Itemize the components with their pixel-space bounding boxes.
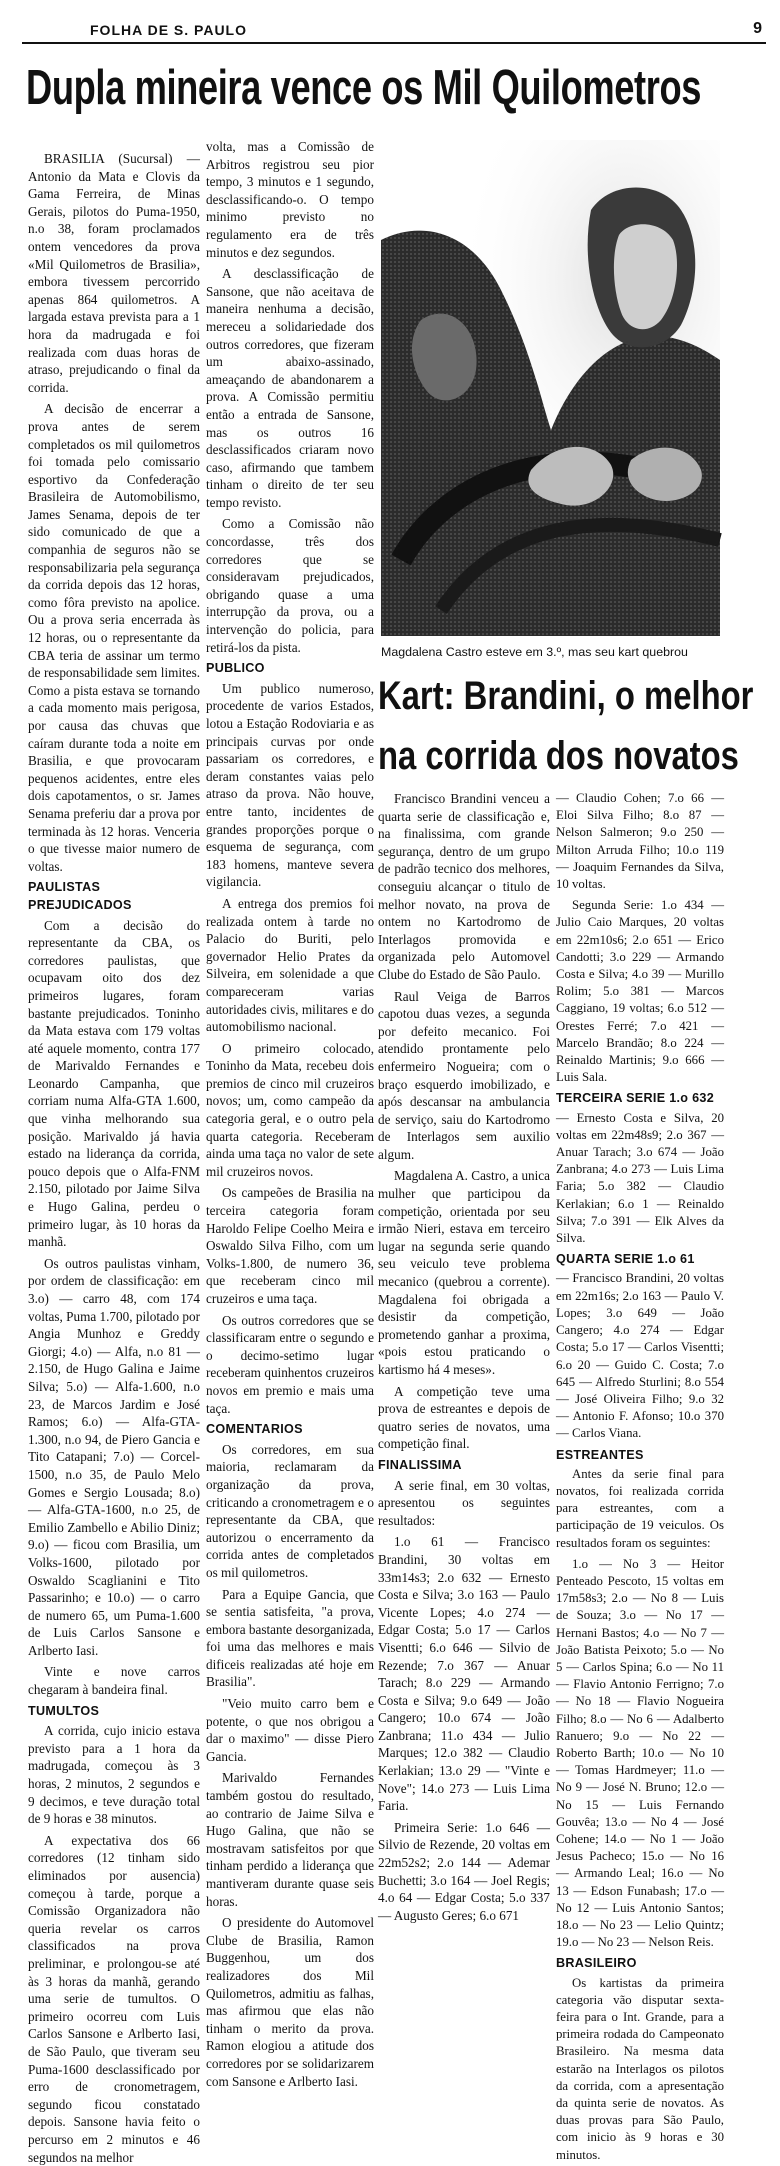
article-column-4 [556, 790, 724, 2162]
section-subhead: TERCEIRA SERIE 1.o 632 [556, 1091, 715, 1106]
paragraph: 1.o 61 — Francisco Brandini, 30 voltas em 33m14s3; 2.o 632 — Ernesto Costa e Silva; 3.o 163 — Paulo Vicente Lopes; 4.o 274 — Edgar Costa; 5.o 17 — Carlos Visentti; 6.o 646 — Silvio de Rezende; 7.o 367 — Anuar Tarach; 8.o 229 — Armando Costa e Silva; 9.o 649 — João Cangero; 10.o 674 — João Zanbrana; 11.o 434 — Julio Marques; 12.o 382 — Claudio Kerlakian; 13.o 29 — "Vinte e Nove"; 14.o 273 — Luis Lima Faria. [378, 1534, 550, 1814]
section-subhead: COMENTARIOS [206, 1422, 303, 1437]
section-subhead: PUBLICO [206, 661, 265, 676]
photo-halftone [381, 140, 720, 636]
paragraph: Segunda Serie: 1.o 434 — Julio Caio Marques, 20 voltas em 22m10s6; 2.o 651 — Erico Candotti; 3.o 229 — Armando Costa e Silva; 4.o 39 — Murillo Rolim; 5.o 381 — Marcos Caggiano, 19 voltas; 6.o 512 — Orestes Ferré; 7.o 421 — Marcelo Brandão; 8.o 224 — Reinaldo Martinis; 9.o 666 — Luis Sala. [556, 898, 724, 1085]
section-subhead: FINALISSIMA [378, 1457, 462, 1472]
section-subhead: ESTREANTES [556, 1447, 644, 1462]
paragraph: A competição teve uma prova de estreantes e depois de quatro series de novatos, uma competição final. [378, 1383, 550, 1452]
paragraph: Um publico numeroso, procedente de varios Estados, lotou a Estação Rodoviaria e as principais curvas por onde passariam os corredores, e deram constantes vaias pelo atraso da prova. Não houve, entre tanto, incidentes de grandes proporções porque o esquema de segurança, com 183 homens, manteve severa vigilancia. [206, 680, 374, 890]
paragraph: Para a Equipe Gancia, que se sentia satisfeita, "a prova, embora bastante desorganizada, foi uma das melhores e mais dificeis realizadas até hoje em Brasilia". [206, 1586, 374, 1690]
main-headline: Dupla mineira vence os Mil Quilometros [26, 61, 702, 115]
article-column-2 [206, 138, 374, 2089]
paragraph: — Claudio Cohen; 7.o 66 — Eloi Silva Filho; 8.o 87 — Nelson Salmeron; 9.o 250 — Milton Arruda Filho; 10.o 119 — Joaquim Fernandes da Silva, 10 voltas. [556, 791, 724, 892]
article-column-1 [28, 150, 200, 2165]
paragraph: A decisão de encerrar a prova antes de serem completados os mil quilometros foi tomada pelo comissario esportivo da Confederação Brasileira de Automobilismo, James Senama, depois de ter sido comunicado de que a companhia de seguros não se responsabilizaria pela segurança da corrida depois das 12 horas, como fôra previsto na apolice. Ou a prova seria encerrada às 12 horas, ou o representante da CBA teria de assinar um termo de responsabilidade sem limites. Como a pista estava se tornando a cada momento mais perigosa, por causa das chuvas que caíram durante toda a noite em Brasilia, e que provocaram pequenos acidentes, entre eles dois capotamentos, o sr. James Senama preferiu dar a prova por terminada às 12 horas. Venceria o que tivesse maior numero de voltas. [28, 401, 200, 874]
paragraph: Os outros paulistas vinham, por ordem de classificação: em 3.o) — carro 48, com 174 voltas, Puma 1.700, pilotado por Angia Munhoz e Greddy Giorgi; 4.o) — Alfa, n.o 81 — 2.150, de Hugo Galina e Jaime Silva; 5.o) — Alfa-1.600, n.o 23, de Marcos Jardim e José Ramos; 6.o) — Alfa-GTA-1.300, n.o 94, de Piero Gancia e Tito Catapani; 7.o) — Corcel-1500, n.o 35, de Paulo Melo Gomes e Sergio Lousada; 8.o) — Alfa-GTA-1600, n.o 25, de Emilio Zambello e Abilio Diniz; 9.o) — ficou com Brasilia, um Volks-1600, pilotado por Oswaldo Scaglianini e Tito Passarinho; e 10.o) — o carro de numero 65, um Puma-1.600 de Luis Carlos Sansone e Arlberto Iasi. [28, 1255, 200, 1658]
paragraph: Com a decisão do representante da CBA, os corredores paulistas, que ocupavam oito dos dez primeiros lugares, foram bastante prejudicados. Toninho da Mata estava com 179 voltas até aquele momento, contra 177 de Marivaldo Fernandes e Leonardo Campanha, que corriam numa Alfa-GTA 1.600, que vinha melhorando sua posição. Marivaldo já havia estado na liderança da corrida, pouco depois que o Alfa-FNM 2.150, pilotado por Jaime Silva e Hugo Galina, perdeu o primeiro lugar, às 10 horas da manhã. [28, 917, 200, 1250]
paragraph: Os campeões de Brasilia na terceira categoria foram Haroldo Felipe Coelho Meira e Oswaldo Silva Filho, com um Volks-1.800, de numero 36, que receberam cinco mil cruzeiros e uma taça. [206, 1185, 374, 1306]
paragraph: Os kartistas da primeira categoria vão disputar sexta-feira para o Int. Grande, para a primeira rodada do Campeonato Brasileiro. Na mesma data estarão na Interlagos os pilotos da corrida, com a apresentação da quinta serie de novatos. As duas provas para São Paulo, com inicio às 9 horas e 30 minutos. [556, 1975, 724, 2162]
paragraph: Raul Veiga de Barros capotou duas vezes, a segunda por defeito mecanico. Foi atendido prontamente pelo enfermeiro Nogueira; com o braço esquerdo imobilizado, e após descansar na ambulancia de serviço, saiu do Kartodromo de Interlagos sem auxilio algum. [378, 988, 550, 1162]
paragraph: — Francisco Brandini, 20 voltas em 22m16s; 2.o 163 — Paulo V. Lopes; 3.o 649 — João Cangero; 4.o 274 — Edgar Costa; 5.o 17 — Carlos Visentti; 6.o 20 — Guido C. Costa; 7.o 645 — Alfredo Sturlini; 8.o 554 — José Oliveira Filho; 9.o 32 — Antonio F. Afonso; 10.o 370 — Carlos Viana. [556, 1271, 724, 1441]
paragraph: O primeiro colocado, Toninho da Mata, recebeu dois premios de cinco mil cruzeiros novos; um, como campeão da categoria geral, e o outro pela quarta categoria. Receberam ainda uma taça no valor de sete mil cruzeiros novos. [206, 1040, 374, 1179]
paragraph: A corrida, cujo inicio estava previsto para a 1 hora da madrugada, começou às 3 horas, 2 minutos, 2 segundos e 9 decimos, e teve duração total de 9 horas e 38 minutos. [28, 1723, 200, 1827]
paragraph: A entrega dos premios foi realizada ontem à tarde no Palacio do Buriti, pelo governador Helio Prates da Silveira, em solenidade a que compareceram varias autoridades civis, militares e do automobilismo nacional. [206, 895, 374, 1035]
kart-headline-line-2: na corrida dos novatos [378, 734, 739, 778]
paragraph: Francisco Brandini venceu a quarta serie de classificação e, na finalissima, com grande segurança, dentro de um grupo de padrão tecnico dos melhores, conseguiu alcançar o titulo de melhor novato, na prova de ontem no Kartodromo de Interlagos promovida e organizada pelo Automovel Clube do Estado de São Paulo. [378, 791, 550, 982]
paragraph: "Veio muito carro bem e potente, o que nos obrigou a dar o maximo" — disse Piero Gancia. [206, 1696, 374, 1764]
kart-driver-photo [381, 140, 720, 636]
paragraph: A serie final, em 30 voltas, apresentou os seguintes resultados: [378, 1477, 550, 1528]
photo-caption: Magdalena Castro esteve em 3.º, mas seu kart quebrou [381, 645, 688, 659]
article-column-3 [378, 790, 551, 1923]
page-number: 9 [753, 20, 762, 37]
paragraph: Os corredores, em sua maioria, reclamaram da organização da prova, criticando a cronometragem e o representante da CBA, que autorizou o encerramento da corrida antes de completados os mil quilometros. [206, 1441, 374, 1580]
masthead [22, 18, 766, 44]
paragraph: Antes da serie final para novatos, foi realizada corrida para estreantes, com a participação de 19 veiculos. Os resultados foram os seguintes: [556, 1466, 724, 1550]
paragraph: Marivaldo Fernandes também gostou do resultado, ao contrario de Jaime Silva e Hugo Galina, que não se mostravam satisfeitos por que tinham perdido a liderança que mantiveram durante quase seis horas. [206, 1770, 374, 1909]
paragraph: BRASILIA (Sucursal) — Antonio da Mata e Clovis da Gama Ferreira, de Minas Gerais, pilotos do Puma-1950, n.o 38, foram proclamados ontem vencedores da prova «Mil Quilometros de Brasilia», embora tivessem percorrido apenas 864 quilometros. A largada estava prevista para a 1 hora da madrugada e foi realizada com duas horas de atraso, prejudicando o final da corrida. [28, 151, 200, 395]
paragraph: 1.o — No 3 — Heitor Penteado Pescoto, 15 voltas em 17m58s3; 2.o — No 8 — Luis de Souza; 3.o — No 17 — Hernani Bastos; 4.o — No 7 — João Batista Peixoto; 5.o — No 5 — Carlos Spina; 6.o — No 11 — Flavio Antonio Ferrigno; 7.o — No 18 — Flavio Nogueira Filho; 8.o — No 6 — Adalberto Ranuero; 9.o — No 22 — Roberto Barth; 10.o — No 10 — Tomas Hardmeyer; 11.o — No 9 — José N. Bruno; 12.o — No 15 — Luis Fernando Gouvêa; 13.o — No 4 — José Cohene; 14.o — No 1 — João Jesus Pacheco; 15.o — No 16 — Armando Leal; 16.o — No 13 — Edson Funabash; 17.o — No 12 — Luis Antonio Santos; 18.o — No 23 — Lelio Quintz; 19.o — No 23 — Nelson Reis. [556, 1556, 724, 1950]
paragraph: — Ernesto Costa e Silva, 20 voltas em 22m48s9; 2.o 367 — Anuar Tarach; 3.o 674 — João Zanbrana; 4.o 273 — Luis Lima Faria; 5.o 382 — Claudio Kerlakian; 6.o 1 — Reinaldo Silva; 7.o 391 — Elk Alves da Silva. [556, 1110, 724, 1246]
section-subhead: BRASILEIRO [556, 1956, 637, 1971]
paragraph: Os outros corredores que se classificaram entre o segundo e o decimo-setimo lugar receberam quinhentos cruzeiros novos em premio e mais uma taça. [206, 1312, 374, 1416]
newspaper-name: FOLHA DE S. PAULO [90, 22, 247, 38]
paragraph: volta, mas a Comissão de Arbitros registrou seu pior tempo, 3 minutos e 1 segundo, desclassificando-o. O tempo minimo previsto no regulamento era de três minutos e dez segundos. [206, 139, 374, 260]
section-subhead: PAULISTAS PREJUDICADOS [28, 880, 132, 912]
kart-headline [378, 666, 754, 786]
paragraph: Como a Comissão não concordasse, três dos corredores que se consideravam prejudicados, obrigando quase a uma interrupção da prova, ou a intervenção do policia, para retirá-los da pista. [206, 516, 374, 655]
paragraph: A desclassificação de Sansone, que não aceitava de maneira nenhuma a decisão, mereceu a solidariedade dos outros corredores, que fizeram um abaixo-assinado, ameaçando de abandonarem a prova. A Comissão permitiu então a entrada de Sansone, mas os outros 16 desclassificados criaram novo caso, afirmando que tambem tinham o direito de ter seu tempo revisto. [206, 266, 374, 510]
paragraph: Vinte e nove carros chegaram à bandeira final. [28, 1664, 200, 1698]
section-subhead: TUMULTOS [28, 1703, 100, 1718]
paragraph: Primeira Serie: 1.o 646 — Silvio de Rezende, 20 voltas em 22m52s2; 2.o 144 — Ademar Buchetti; 3.o 164 — Joel Regis; 4.o 64 — Edgar Costa; 5.o 337 — Augusto Geres; 6.o 671 [378, 1819, 550, 1923]
paragraph: O presidente do Automovel Clube de Brasilia, Ramon Buggenhou, um dos realizadores dos Mil Quilometros, admitiu as falhas, mas afirmou que elas não tinham o merito da prova. Ramon elogiou a atitude dos corredores por se solidarizarem com Sansone e Arlberto Iasi. [206, 1915, 374, 2089]
kart-headline-line-1: Kart: Brandini, o melhor [378, 674, 754, 718]
paragraph: A expectativa dos 66 corredores (12 tinham sido eliminados por ausencia) começou à tarde, porque a Comissão Organizadora não queria revelar os carros classificados na prova preliminar, e prolongou-se até às 3 horas da manhã, gerando uma serie de tumultos. O primeiro ocorreu com Luis Carlos Sansone e Arlberto Iasi, de São Paulo, que tiveram seu Puma-1600 desclassificado por erro de cronometragem, segundo ficou constatado depois. Sansone havia feito o percurso em 2 minutos e 46 segundos na melhor [28, 1832, 200, 2165]
paragraph: Magdalena A. Castro, a unica mulher que participou da competição, orientada por seu irmão Nieri, estava em terceiro lugar na segunda serie quando seu veiculo teve problema mecanico (quebrou a corrente). Magdalena foi obrigada a desistir da competição, prometendo ganhar a proxima, «pois estou praticando o kartismo há 4 meses». [378, 1168, 551, 1377]
section-subhead: QUARTA SERIE 1.o 61 [556, 1252, 695, 1267]
